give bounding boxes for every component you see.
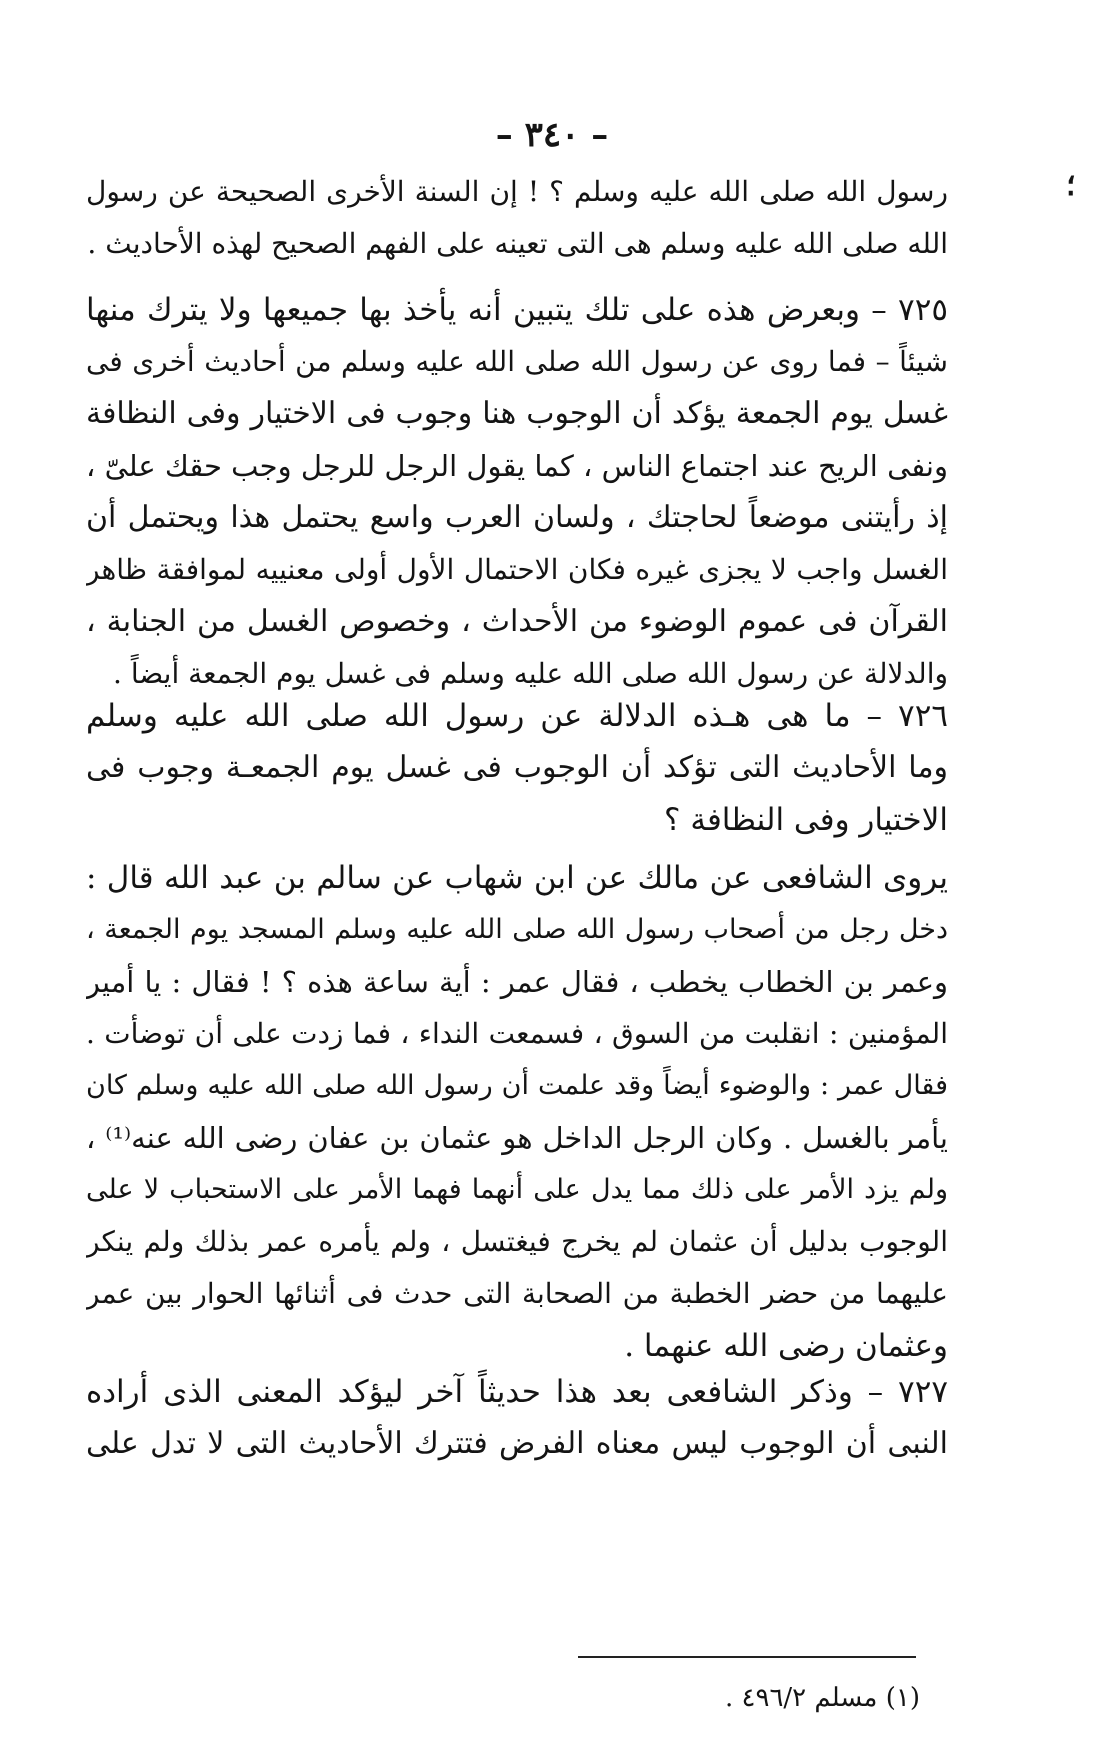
text-line: والدلالة عن رسول الله صلى الله عليه وسلم فى غسل يوم الجمعة أيضاً . xyxy=(113,657,948,690)
text-line: ونفى الريح عند اجتماع الناس ، كما يقول الرجل للرجل وجب حقك علىّ ، xyxy=(86,449,948,483)
text-line: يروى الشافعى عن مالك عن ابن شهاب عن سالم بن عبد الله قال : xyxy=(86,860,948,896)
text-line: شيئاً – فما روى عن رسول الله صلى الله عليه وسلم من أحاديث أخرى فى xyxy=(86,345,948,378)
text-line: عليهما من حضر الخطبة من الصحابة التى حدث فى أثنائها الحوار بين عمر xyxy=(86,1277,948,1310)
text-line: وعثمان رضى الله عنهما . xyxy=(624,1328,948,1364)
footnote: (١) مسلم ٤٩٦/٢ . xyxy=(725,1683,920,1713)
paragraph-727 xyxy=(86,1366,948,1470)
text-line: رسول الله صلى الله عليه وسلم ؟ ! إن السنة الأخرى الصحيحة عن رسول xyxy=(86,175,948,208)
paragraph-1 xyxy=(86,166,948,270)
footnote-separator xyxy=(578,1656,916,1658)
text-line: ٧٢٥ – وبعرض هذه على تلك يتبين أنه يأخذ بها جميعها ولا يترك منها xyxy=(86,292,948,328)
text-line: الاختيار وفى النظافة ؟ xyxy=(664,802,948,838)
margin-mark: ؛ xyxy=(1066,168,1076,203)
text-line: غسل يوم الجمعة يؤكد أن الوجوب هنا وجوب فى الاختيار وفى النظافة xyxy=(86,396,948,431)
text-line: يأمر بالغسل . وكان الرجل الداخل هو عثمان بن عفان رضى الله عنه⁽¹⁾ ، xyxy=(86,1121,948,1155)
text-line: القرآن فى عموم الوضوء من الأحداث ، وخصوص الغسل من الجنابة ، xyxy=(86,604,948,639)
text-line: فقال عمر : والوضوء أيضاً وقد علمت أن رسول الله صلى الله عليه وسلم كان xyxy=(86,1070,948,1101)
text-line: إذ رأيتنى موضعاً لحاجتك ، ولسان العرب واسع يحتمل هذا ويحتمل أن xyxy=(86,500,948,535)
text-line: الوجوب بدليل أن عثمان لم يخرج فيغتسل ، ولم يأمره عمر بذلك ولم ينكر xyxy=(86,1225,948,1258)
paragraph-726 xyxy=(86,690,948,846)
text-line: وما الأحاديث التى تؤكد أن الوجوب فى غسل يوم الجمعـة وجوب فى xyxy=(86,750,948,785)
text-line: الله صلى الله عليه وسلم هى التى تعينه على الفهم الصحيح لهذه الأحاديث . xyxy=(87,227,948,260)
paragraph-narration xyxy=(86,852,948,1372)
text-line: ٧٢٧ – وذكر الشافعى بعد هذا حديثاً آخر ليؤكد المعنى الذى أراده xyxy=(86,1374,948,1410)
text-line: المؤمنين : انقلبت من السوق ، فسمعت النداء ، فما زدت على أن توضأت . xyxy=(86,1017,948,1050)
text-line: النبى أن الوجوب ليس معناه الفرض فتترك الأحاديث التى لا تدل على xyxy=(86,1426,948,1461)
page-number: – ٣٤٠ – xyxy=(495,115,609,155)
text-line: وعمر بن الخطاب يخطب ، فقال عمر : أية ساعة هذه ؟ ! فقال : يا أمير xyxy=(86,965,948,999)
text-line: الغسل واجب لا يجزى غيره فكان الاحتمال الأول أولى معنييه لموافقة ظاهر xyxy=(86,553,948,586)
text-line: ٧٢٦ – ما هى هـذه الدلالة عن رسول الله صلى الله عليه وسلم xyxy=(86,698,948,734)
text-line: دخل رجل من أصحاب رسول الله صلى الله عليه وسلم المسجد يوم الجمعة ، xyxy=(86,914,948,945)
paragraph-725 xyxy=(86,284,948,700)
text-line: ولم يزد الأمر على ذلك مما يدل على أنهما فهما الأمر على الاستحباب لا على xyxy=(86,1174,948,1205)
